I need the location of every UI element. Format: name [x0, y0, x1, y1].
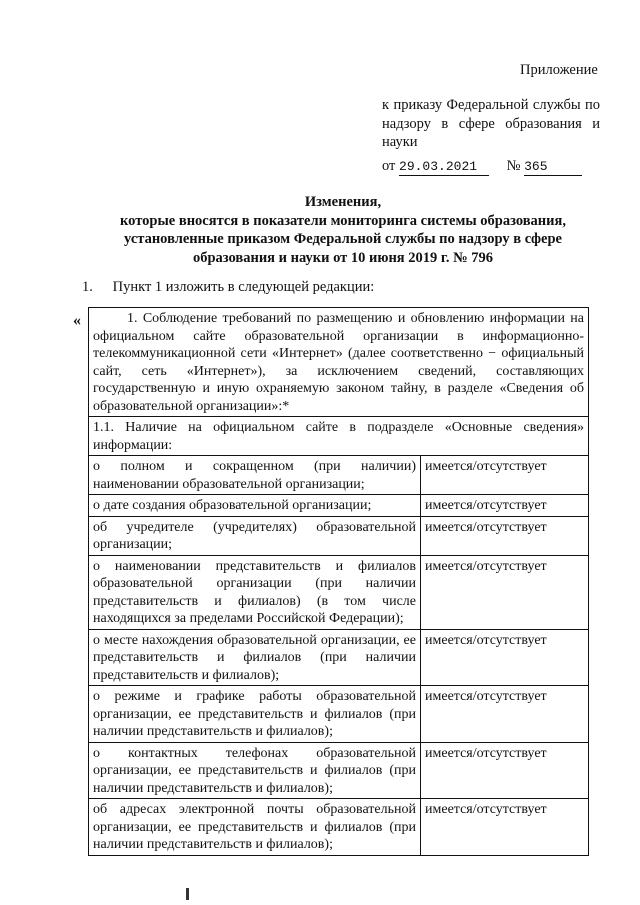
subheading-cell: 1.1. Наличие на официальном сайте в подразделе «Основные сведения» информации:	[89, 417, 589, 456]
item-cell: о наименовании представительств и филиалов образовательной организации (при наличии представительств и филиалов) (в том числе находящихся за пределами Российской Федерации);	[89, 555, 421, 629]
monitoring-table	[88, 307, 589, 856]
table-row	[89, 495, 589, 517]
status-cell: имеется/отсутствует	[421, 456, 589, 495]
point-number: 1.	[82, 279, 93, 295]
status-cell: имеется/отсутствует	[421, 555, 589, 629]
item-cell: о режиме и графике работы образовательной организации, ее представительств и филиалов (при наличии представительств и филиалов);	[89, 686, 421, 743]
item-cell: об адресах электронной почты образовательной организации, ее представительств и филиалов (при наличии представительств и филиалов);	[89, 799, 421, 856]
heading-line-2: которые вносятся в показатели мониторинга системы образования,	[120, 212, 566, 229]
table-row	[89, 799, 589, 856]
appendix-title: Приложение	[520, 62, 598, 78]
table-row	[89, 456, 589, 495]
order-number-label: №	[506, 158, 521, 174]
order-number: 365	[524, 159, 582, 176]
item-cell: об учредителе (учредителях) образовательной организации;	[89, 516, 421, 555]
table-row	[89, 308, 589, 417]
table-row	[89, 742, 589, 799]
status-cell: имеется/отсутствует	[421, 742, 589, 799]
order-prefix: от	[382, 158, 396, 174]
status-cell: имеется/отсутствует	[421, 629, 589, 686]
table-row	[89, 555, 589, 629]
point-1	[82, 279, 374, 296]
status-cell: имеется/отсутствует	[421, 495, 589, 517]
table-row	[89, 417, 589, 456]
intro-cell: 1. Соблюдение требований по размещению и обновлению информации на официальном сайте образовательной организации в информационно-телекоммуникационной сети «Интернет» (далее соответственно − официальный сайт, сеть «Интернет»), за исключением сведений, составляющих государственную и иную охраняемую законом тайну, в разделе «Сведения об образовательной организации»:*	[89, 308, 589, 417]
item-cell: о полном и сокращенном (при наличии) наименовании образовательной организации;	[89, 456, 421, 495]
appendix-reference: к приказу Федеральной службы по надзору в сфере образования и науки	[382, 97, 600, 150]
heading-line-3: установленные приказом Федеральной службы по надзору в сфере	[124, 231, 562, 247]
scan-mark	[186, 888, 189, 900]
status-cell: имеется/отсутствует	[421, 516, 589, 555]
status-cell: имеется/отсутствует	[421, 799, 589, 856]
table-row	[89, 686, 589, 743]
table-row	[89, 516, 589, 555]
status-cell: имеется/отсутствует	[421, 686, 589, 743]
item-cell: о месте нахождения образовательной организации, ее представительств и филиалов (при наличии представительств и филиалов);	[89, 629, 421, 686]
item-cell: о контактных телефонах образовательной организации, ее представительств и филиалов (при наличии представительств и филиалов);	[89, 742, 421, 799]
heading-line-1: Изменения,	[304, 194, 382, 210]
item-cell: о дате создания образовательной организации;	[89, 495, 421, 517]
point-text: Пункт 1 изложить в следующей редакции:	[112, 279, 375, 295]
order-date: 29.03.2021	[399, 159, 489, 176]
document-heading	[90, 193, 596, 267]
opening-quote-mark: «	[73, 312, 81, 329]
order-line	[382, 157, 600, 176]
heading-line-4: образования и науки от 10 июня 2019 г. № 796	[192, 249, 494, 266]
table-row	[89, 629, 589, 686]
